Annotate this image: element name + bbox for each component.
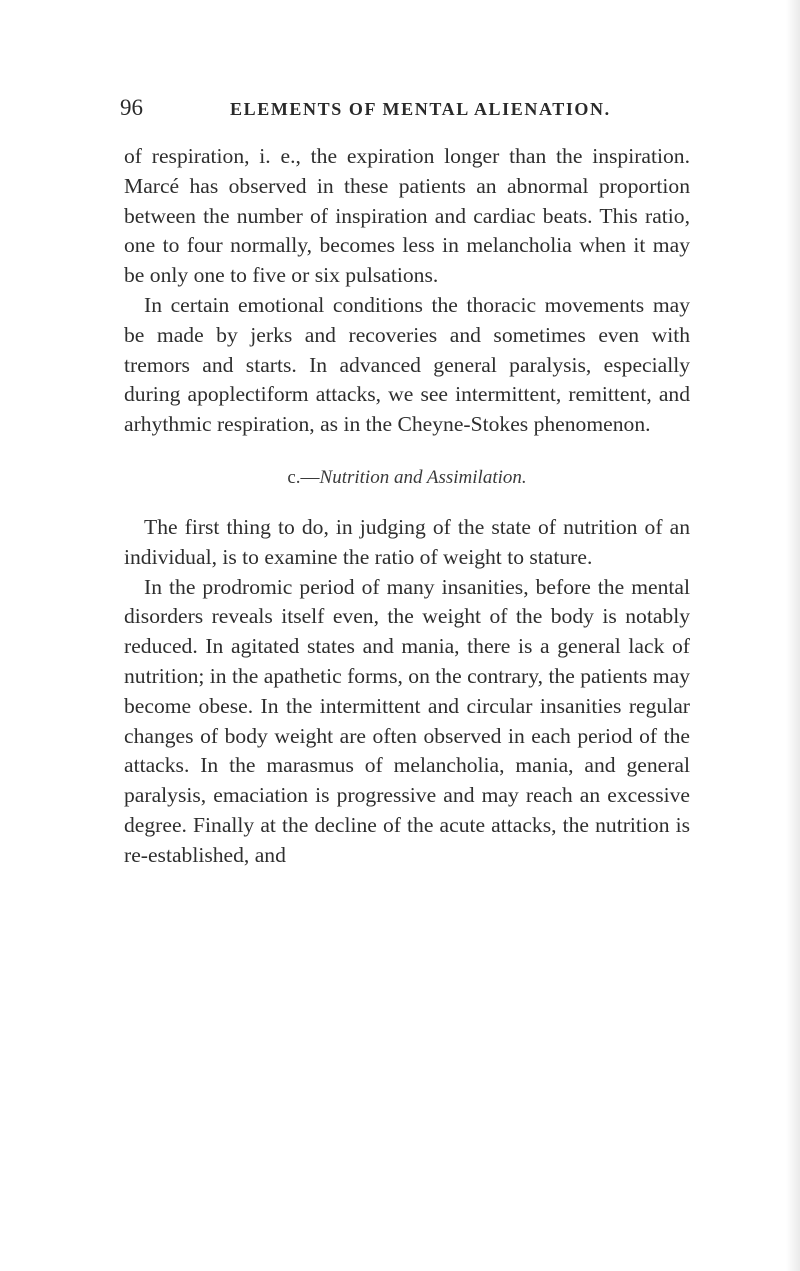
page-header bbox=[120, 93, 690, 123]
paragraph-thoracic-movements: In certain emotional conditions the thoracic movements may be made by jerks and recoveries and sometimes even with tremors and starts. In advanced general paralysis, especially during apoplectiform attacks, we see intermittent, remittent, and arhythmic respiration, as in the Cheyne-Stokes phenomenon. bbox=[124, 292, 690, 437]
page-body bbox=[124, 142, 690, 871]
running-title: ELEMENTS OF MENTAL ALIENATION. bbox=[230, 99, 611, 119]
section-letter: c. bbox=[287, 466, 301, 488]
page-number: 96 bbox=[120, 95, 143, 120]
section-title: Nutrition and Assimilation. bbox=[319, 466, 527, 488]
page-edge-shadow bbox=[786, 0, 800, 1271]
section-heading bbox=[124, 465, 690, 491]
paragraph-respiration-ratio: of respiration, i. e., the expiration longer than the inspiration. Marcé has observed in these patients an abnormal proportion between the number of inspiration and cardiac beats. This ratio, one to four normally, becomes less in melancholia when it may be only one to five or six pulsations. bbox=[124, 144, 690, 288]
paragraph-weight-stature: The first thing to do, in judging of the state of nutrition of an individual, is to examine the ratio of weight to stature. bbox=[124, 514, 690, 569]
paragraph-body-weight-changes: In the prodromic period of many insanities, before the mental disorders reveals itself even, the weight of the body is notably reduced. In agitated states and mania, there is a general lack of nutrition; in the apathetic forms, on the contrary, the patients may become obese. In the intermittent and circular insanities regular changes of body weight are often observed in each period of the attacks. In the marasmus of melancholia, mania, and general paralysis, emaciation is progressive and may reach an excessive degree. Finally at the decline of the acute attacks, the nutrition is re-established, and bbox=[124, 574, 690, 867]
section-dash: — bbox=[300, 466, 320, 488]
